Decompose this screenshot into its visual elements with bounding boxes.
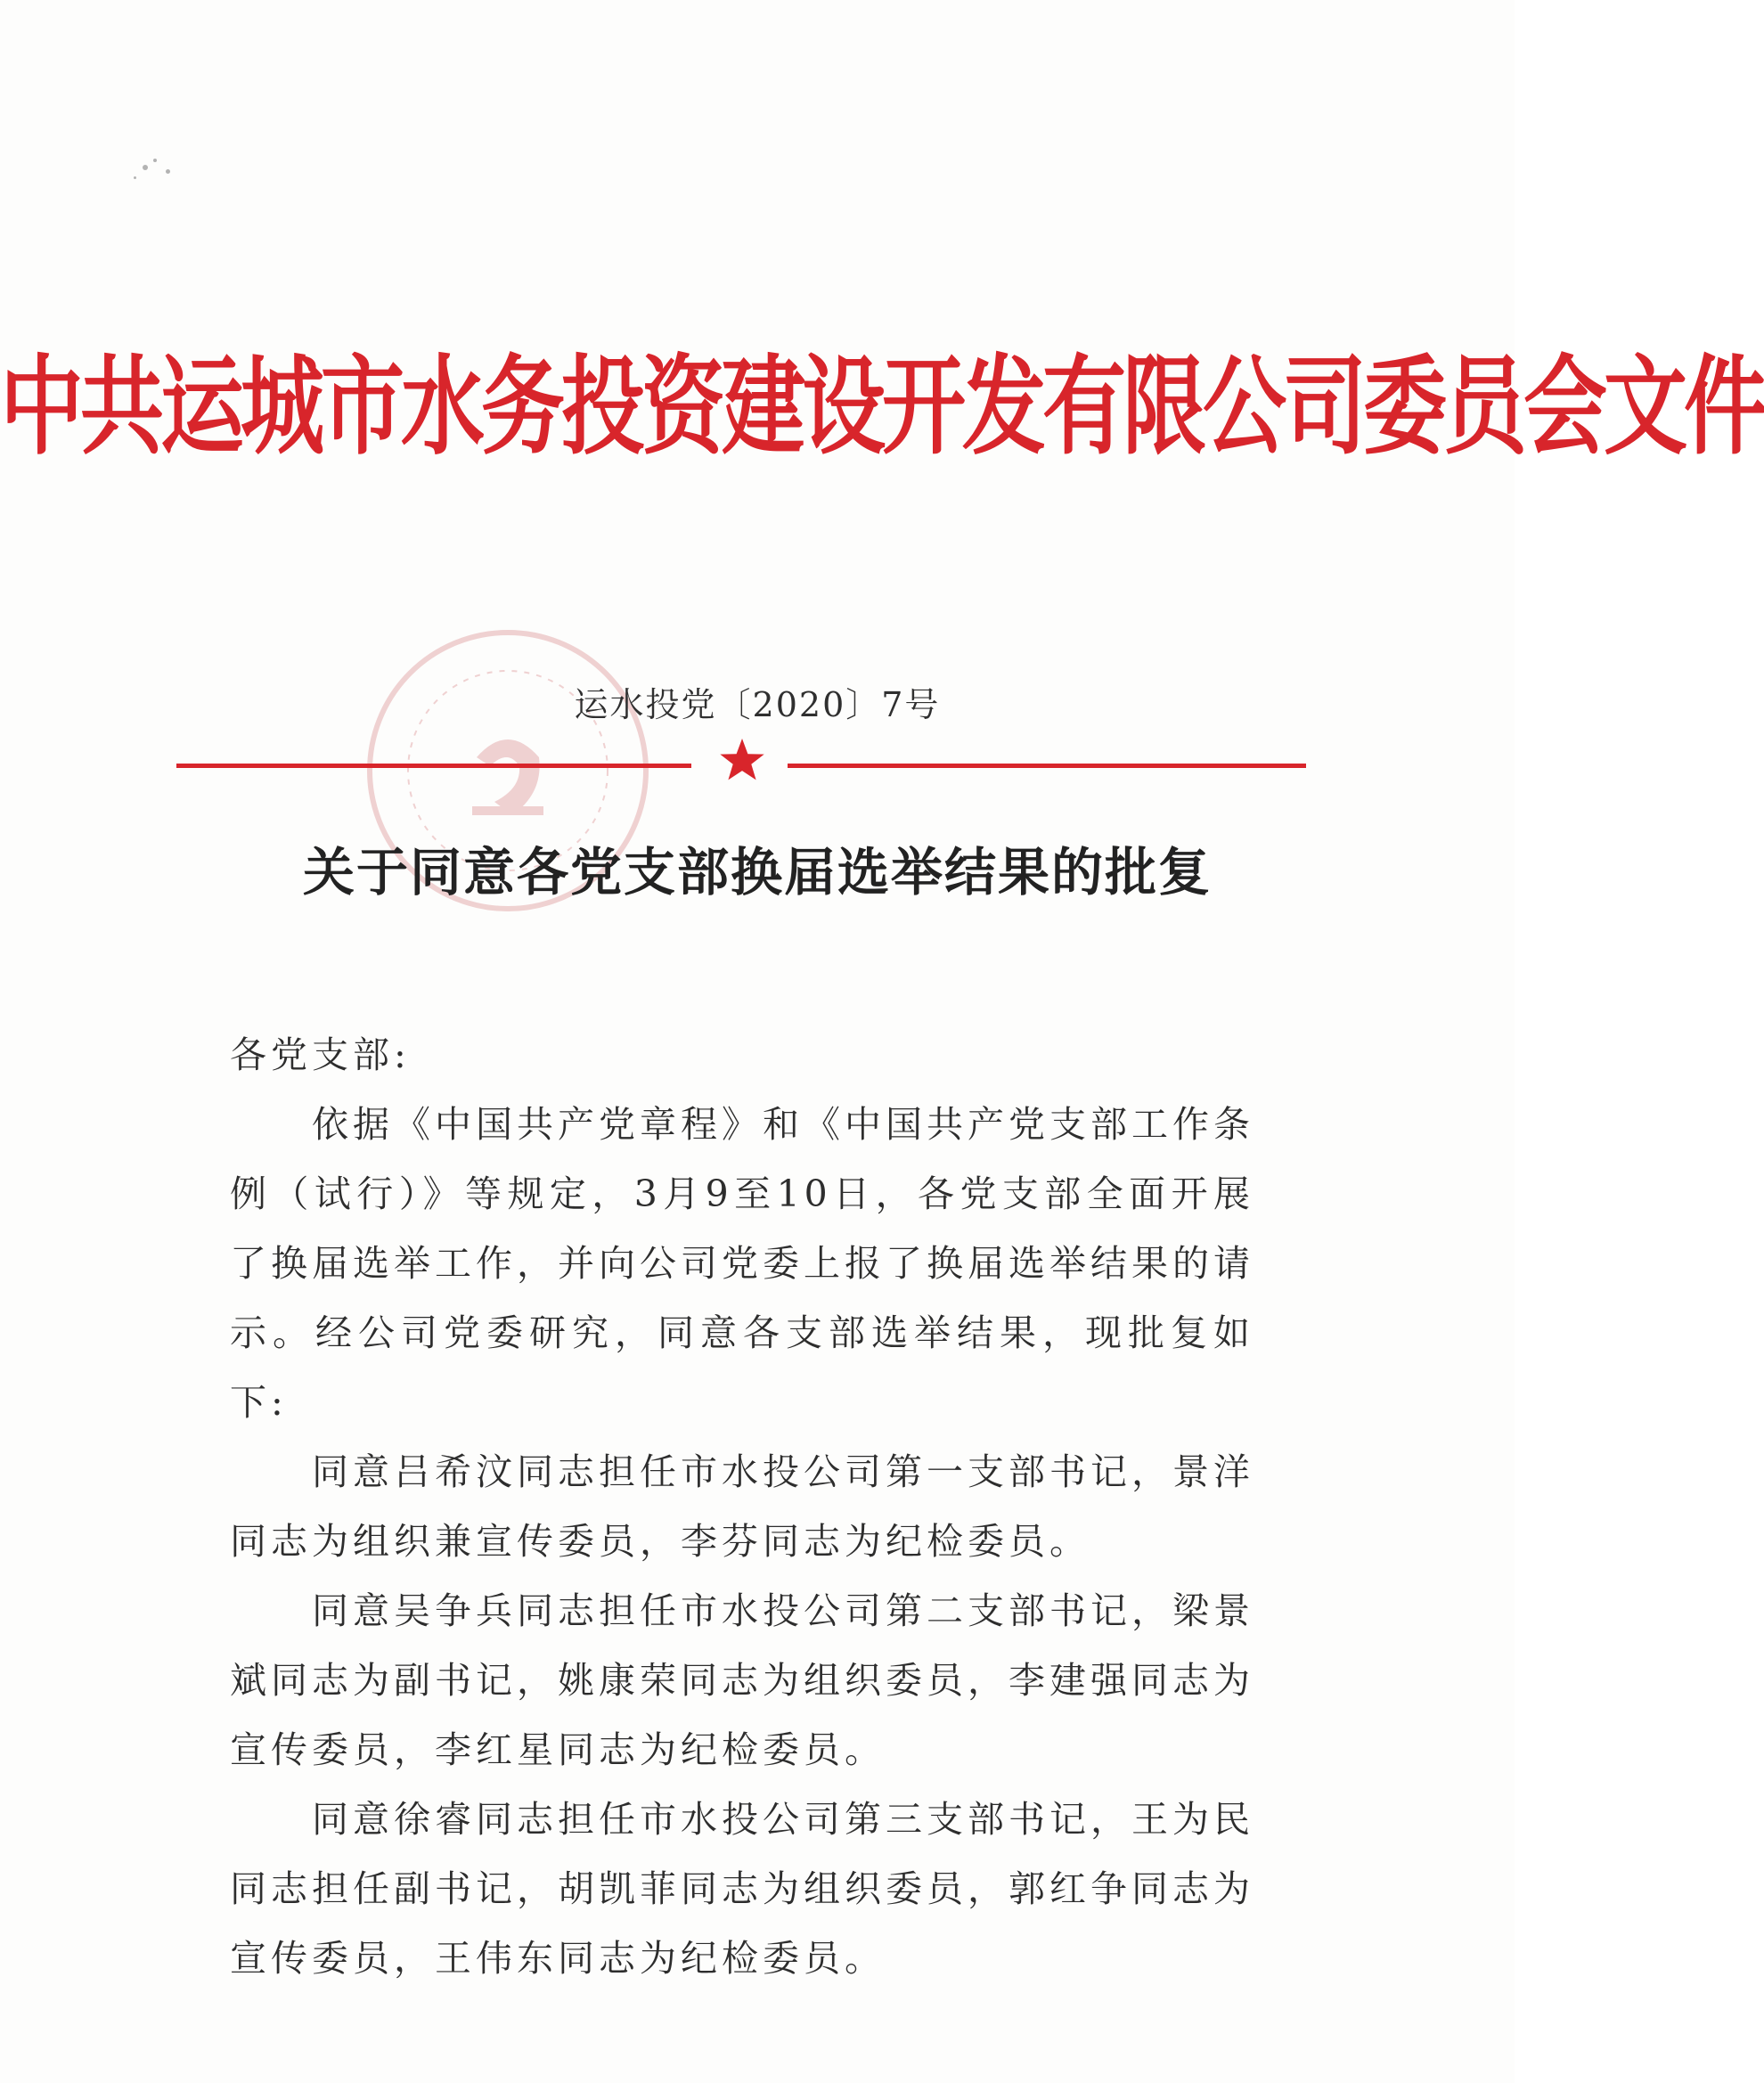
body-paragraph: 同意吕希汶同志担任市水投公司第一支部书记，景洋同志为组织兼宣传委员，李芬同志为纪检委员。 bbox=[230, 1450, 1254, 1563]
document-body bbox=[230, 1020, 1254, 1993]
scan-speck bbox=[143, 165, 148, 170]
red-divider-left bbox=[176, 764, 691, 768]
document-number: 运水投党〔2020〕7号 bbox=[574, 685, 941, 724]
scan-speck bbox=[134, 176, 136, 179]
body-paragraph: 同意徐睿同志担任市水投公司第三支部书记，王为民同志担任副书记，胡凯菲同志为组织委员，郭红争同志为宣传委员，王伟东同志为纪检委员。 bbox=[230, 1798, 1254, 1980]
document-title: 关于同意各党支部换届选举结果的批复 bbox=[302, 842, 1212, 903]
issuer-header: 中共运城市水务投资建设开发有限公司委员会文件 bbox=[0, 346, 1764, 470]
scan-speck bbox=[153, 159, 157, 162]
red-star-icon bbox=[718, 736, 766, 784]
body-paragraph: 依据《中国共产党章程》和《中国共产党支部工作条例（试行）》等规定，3月9至10日，各党支部全面开展了换届选举工作，并向公司党委上报了换届选举结果的请示。经公司党委研究，同意各支部选举结果，现批复如下: bbox=[230, 1103, 1254, 1424]
salutation: 各党支部: bbox=[230, 1033, 411, 1076]
scan-speck bbox=[166, 169, 170, 174]
red-divider-right bbox=[788, 764, 1306, 768]
body-paragraph: 同意吴争兵同志担任市水投公司第二支部书记，梁景斌同志为副书记，姚康荣同志为组织委员，李建强同志为宣传委员，李红星同志为纪检委员。 bbox=[230, 1589, 1254, 1771]
